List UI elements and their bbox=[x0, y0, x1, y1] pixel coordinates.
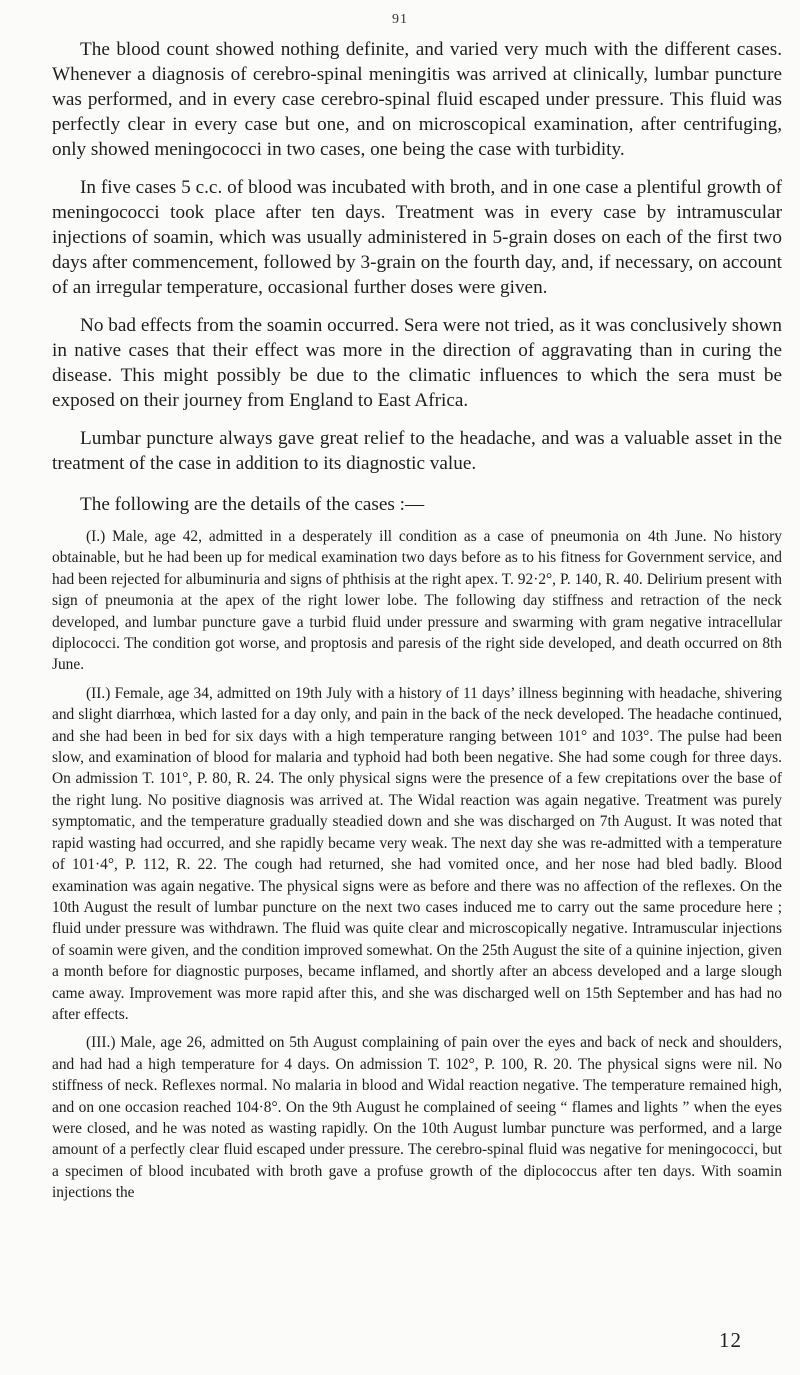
body-paragraph: The blood count showed nothing definite, and varied very much with the different cases. Whenever a diagnosis of cerebro-spinal meningitis was arrived at clinically, lumbar puncture was performed, and in every case cerebro-spinal fluid escaped under pressure. This fluid was perfectly clear in every case but one, and on microscopical examination, after centrifuging, only showed meningococci in two cases, one being the case with turbidity. bbox=[52, 39, 782, 160]
body-paragraph: In five cases 5 c.c. of blood was incubated with broth, and in one case a plentiful growth of meningococci took place after ten days. Treatment was in every case by intramuscular injections of soamin, which was usually administered in 5-grain doses on each of the first two days after commencement, followed by 3-grain on the fourth day, and, if necessary, on account of an irregular temperature, occasional further doses were given. bbox=[52, 177, 782, 298]
page-body bbox=[52, 37, 782, 1211]
body-paragraph: No bad effects from the soamin occurred. Sera were not tried, as it was conclusively shown in native cases that their effect was more in the direction of aggravating than in curing the disease. This might possibly be due to the climatic influences to which the sera must be exposed on their journey from England to East Africa. bbox=[52, 315, 782, 411]
page-number: 91 bbox=[392, 12, 408, 27]
case-report-3: (III.) Male, age 26, admitted on 5th August complaining of pain over the eyes and back of neck and shoulders, and had had a high temperature for 4 days. On admission T. 102°, P. 100, R. 20. The physical signs were nil. No stiffness of neck. Reflexes normal. No malaria in blood and Widal reaction negative. The temperature remained high, and on one occasion reached 104·8°. On the 9th August he complained of seeing “ flames and lights ” when the eyes were closed, and he was noted as wasting rapidly. On the 10th August lumbar puncture was performed, and a large amount of a perfectly clear fluid escaped under pressure. The cerebro-spinal fluid was negative for meningococci, but a specimen of blood incubated with broth gave a profuse growth of the diplococcus after ten days. With soamin injections the bbox=[52, 1034, 782, 1202]
case-report-2: (II.) Female, age 34, admitted on 19th July with a history of 11 days’ illness beginning with headache, shivering and slight diarrhœa, which lasted for a day only, and pain in the back of the neck developed. The headache continued, and she had been in bed for six days with a high temperature ranging between 101° and 103°. The pulse had been slow, and examination of blood for malaria and typhoid had both been negative. She had some cough for three days. On admission T. 101°, P. 80, R. 24. The only physical signs were the presence of a few crepitations over the base of the right lung. No positive diagnosis was arrived at. The Widal reaction was again negative. Treatment was purely symptomatic, and the temperature gradually steadied down and she was discharged on 7th August. It was noted that rapid wasting had occurred, and she rapidly became very weak. The next day she was re-admitted with a temperature of 101·4°, P. 112, R. 22. The cough had returned, she had vomited once, and her nose had bled badly. Blood examination was again negative. The physical signs were as before and there was no affection of the reflexes. On the 10th August the result of lumbar puncture on the next two cases induced me to carry out the same procedure here ; fluid under pressure was withdrawn. The fluid was quite clear and microscopically negative. Intramuscular injections of soamin were given, and the condition improved somewhat. On the 25th August the site of a quinine injection, given a month before for diagnostic purposes, became inflamed, and shortly after an abcess developed and a large slough came away. Improvement was more rapid after this, and she was discharged well on 15th September and has had no after effects. bbox=[52, 684, 782, 1023]
body-paragraph: Lumbar puncture always gave great relief to the headache, and was a valuable asset in the treatment of the case in addition to its diagnostic value. bbox=[52, 428, 782, 474]
signature-mark: 12 bbox=[719, 1328, 742, 1352]
cases-intro: The following are the details of the cases :— bbox=[80, 494, 425, 515]
case-report-1: (I.) Male, age 42, admitted in a desperately ill condition as a case of pneumonia on 4th June. No history obtainable, but he had been up for medical examination two days before as to his fitness for Government service, and had been rejected for albuminuria and signs of phthisis at the right apex. T. 92·2°, P. 140, R. 40. Delirium present with sign of pneumonia at the apex of the right lower lobe. The following day stiffness and retraction of the neck developed, and lumbar puncture gave a turbid fluid under pressure and swarming with gram negative intracellular diplococci. The condition got worse, and proptosis and paresis of the right side developed, and death occurred on 8th June. bbox=[52, 528, 782, 674]
